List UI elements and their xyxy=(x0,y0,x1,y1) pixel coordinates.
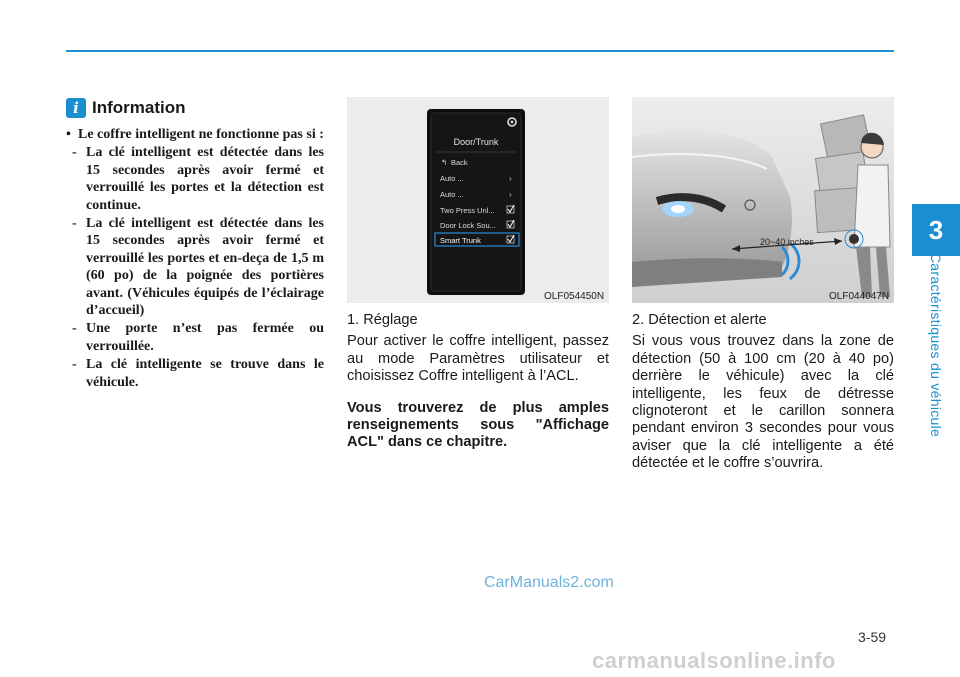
section-heading: 2. Détection et alerte xyxy=(632,312,767,328)
bullet-icon: • xyxy=(66,127,71,142)
page-number: 3-59 xyxy=(858,629,887,645)
info-bullet xyxy=(66,126,324,143)
section-text: Pour activer le coffre intelligent, passez au mode Paramètres utilisateur et choisissez Coffre intelligent à l’ACL. xyxy=(347,333,609,385)
header-rule xyxy=(66,50,894,52)
settings-section xyxy=(347,312,609,452)
figure1-code: OLF054450N xyxy=(544,291,605,302)
menu-item-selected: Smart Trunk xyxy=(440,236,481,245)
menu-item: Auto ... xyxy=(440,190,464,199)
chapter-number-tab: 3 xyxy=(912,204,960,256)
figure-lcd-menu xyxy=(347,97,609,303)
info-sub-text: Une porte n’est pas fermée ou verrouillée. xyxy=(86,321,324,354)
detection-section xyxy=(632,312,894,473)
figure-detection-zone xyxy=(632,97,894,303)
lcd-menu-illustration xyxy=(347,97,609,303)
info-sub-item xyxy=(72,215,324,319)
dash-icon: - xyxy=(72,357,77,373)
menu-item: Auto ... xyxy=(440,174,464,183)
smart-key-icon xyxy=(849,234,859,244)
section-heading: 1. Réglage xyxy=(347,312,418,328)
menu-title: Door/Trunk xyxy=(453,137,499,147)
menu-item: Door Lock Sou... xyxy=(440,221,496,230)
info-header xyxy=(66,98,186,118)
dash-icon: - xyxy=(72,321,77,337)
figure2-code: OLF044047N xyxy=(829,291,890,302)
info-icon: i xyxy=(66,98,86,118)
info-sub-item xyxy=(72,356,324,391)
dash-icon: - xyxy=(72,216,77,232)
chapter-title: Caractéristiques du véhicule xyxy=(928,252,944,438)
info-sub-text: La clé intelligent est détectée dans les 15 secondes après avoir fermé et verrouillé les portes et la détection est continue. xyxy=(86,145,324,213)
dash-icon: - xyxy=(72,145,77,161)
info-bullet-text: Le coffre intelligent ne fonctionne pas si : xyxy=(78,127,324,142)
section-note: Vous trouverez de plus amples renseignements sous "Affichage ACL" dans ce chapitre. xyxy=(347,399,609,451)
detection-illustration xyxy=(632,97,894,303)
distance-label: 20~40 inches xyxy=(760,237,814,247)
back-arrow-icon: ↰ xyxy=(441,158,448,167)
info-sub-text: La clé intelligente se trouve dans le véhicule. xyxy=(86,357,324,390)
info-body xyxy=(66,126,324,391)
info-sub-item xyxy=(72,144,324,214)
info-sub-item xyxy=(72,320,324,355)
info-title: Information xyxy=(92,98,186,117)
menu-item: Two Press Unl... xyxy=(440,206,495,215)
footer-watermark: carmanualsonline.info xyxy=(592,648,836,673)
section-text: Si vous vous trouvez dans la zone de détection (50 à 100 cm (20 à 40 po) derrière le véhicule) avec la clé intelligente, les feux de détresse clignoteront et le carillon sonnera pendant environ 3 secondes pour vous aviser que la clé intelligente a été détectée et le coffre s’ouvrira. xyxy=(632,333,894,472)
menu-back: Back xyxy=(451,158,468,167)
info-sub-list xyxy=(72,144,324,391)
watermark-link[interactable]: CarManuals2.com xyxy=(484,574,614,591)
chevron-right-icon: › xyxy=(509,190,512,199)
info-sub-text: La clé intelligent est détectée dans les 15 secondes après avoir fermé et verrouillé les portes et en-deça de 1,5 m (60 po) de la poignée des portières avant. (Véhicules équipés de l’éclairage d’accueil) xyxy=(86,216,324,319)
chevron-right-icon: › xyxy=(509,174,512,183)
